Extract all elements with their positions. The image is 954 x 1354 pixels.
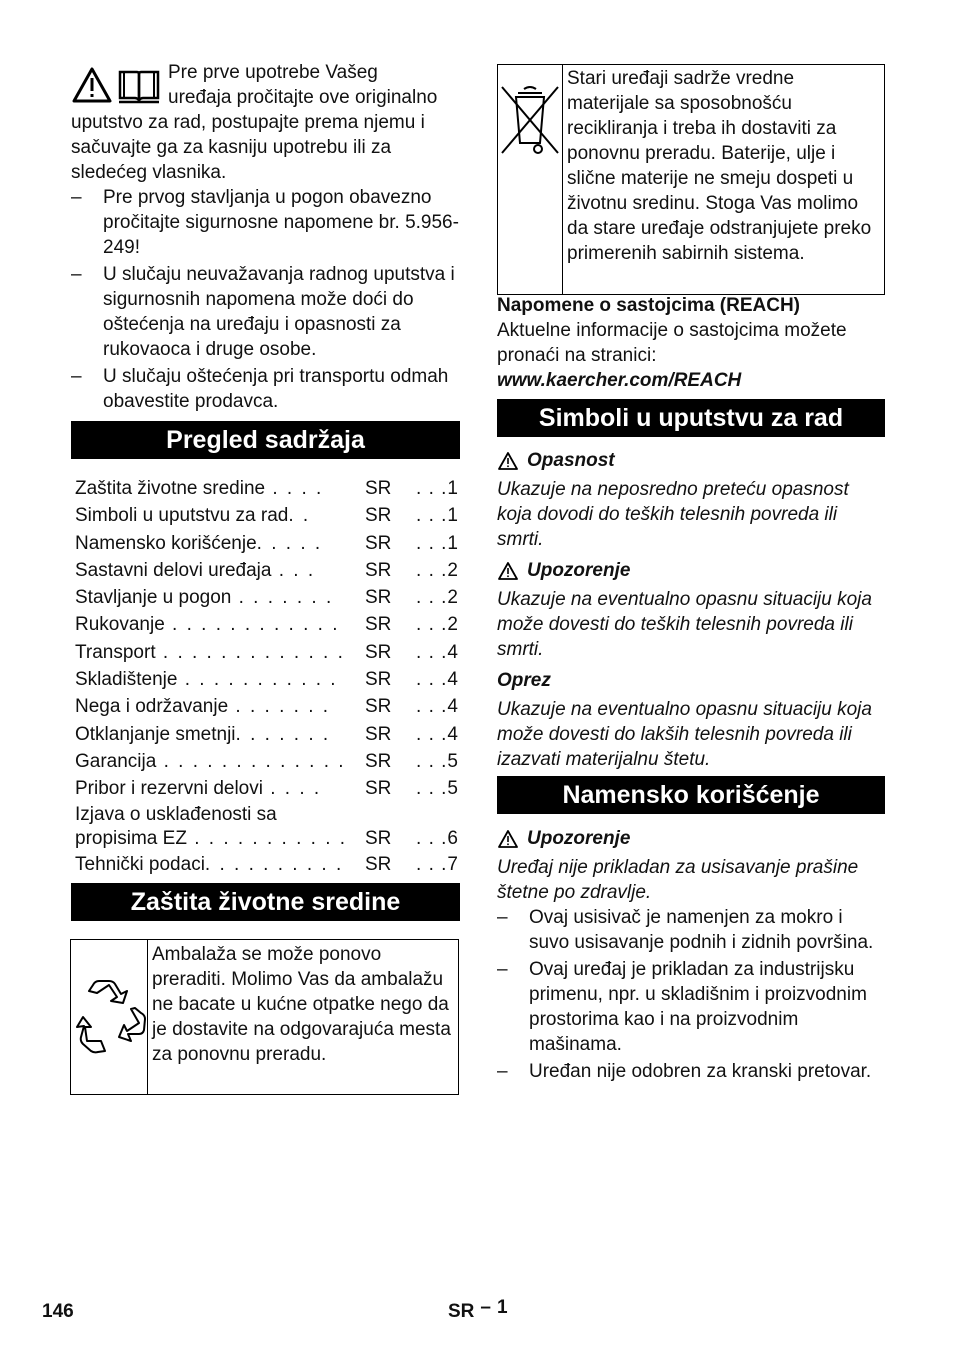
environment-heading: Zaštita životne sredine (71, 883, 460, 921)
toc-row[interactable]: Zaštita životne sredine . . . . SR . . .1 (75, 478, 459, 499)
intro-line-2: uređaja pročitajte ove originalno (168, 87, 438, 108)
caution-text: Ukazuje na eventualno opasnu situaciju koja može dovesti do lakših telesnih povreda ili izazvati materijalnu štetu. (497, 699, 872, 770)
toc-row[interactable]: Rukovanje . . . . . . . . . . . . SR . . .2 (75, 614, 459, 636)
footer-sep: – (480, 1297, 491, 1318)
recycle-icon (71, 979, 147, 1055)
toc-row[interactable]: Nega i održavanje . . . . . . . SR . . .4 (75, 696, 459, 718)
warning-triangle-icon (497, 829, 519, 849)
toc-row[interactable]: Simboli u uputstvu za rad. . SR . . .1 (75, 505, 459, 527)
toc-row-multiline[interactable]: Izjava o usklađenosti sa propisima EZ . . . . . . . . . . . SR . . .6 (75, 803, 459, 849)
intended-bullet: – Uređan nije odobren za kranski pretovar. (497, 1059, 885, 1084)
symbols-section (497, 448, 885, 772)
weee-cell (498, 65, 563, 294)
footer-lang: SR (448, 1301, 475, 1322)
toc-row[interactable]: Stavljanje u pogon . . . . . . . SR . . .2 (75, 587, 459, 609)
toc-list (75, 475, 459, 878)
toc-row[interactable]: Namensko korišćenje. . . . . SR . . .1 (75, 532, 459, 554)
intro-bullet: – U slučaju oštećenja pri transportu odmah obavestite prodavca. (71, 364, 461, 414)
recycle-cell (71, 940, 148, 1094)
intended-warning-text: Uređaj nije prikladan za usisavanje prašine štetne po zdravlje. (497, 857, 859, 903)
toc-row[interactable]: Sastavni delovi uređaja . . . SR . . .2 (75, 559, 459, 581)
warning-label: Upozorenje (497, 558, 885, 583)
environment-text: Ambalaža se može ponovo preraditi. Molimo Vas da ambalažu ne bacate u kućne otpatke nego da je dostavite na odgovarajuća mesta za ponovnu preradu. (152, 944, 451, 1065)
toc-row[interactable]: Pribor i rezervni delovi . . . . SR . . .5 (75, 778, 459, 800)
intro-line-3: uputstvo za rad, postupajte prema njemu i (71, 112, 425, 133)
disposal-text: Stari uređaji sadrže vredne materijale sa sposobnošću recikliranja i treba ih dostaviti za ponovnu preradu. Baterije, ulje i slične materije ne smeju dospeti u životnu sredinu. Stoga Vas molimo da stare uređaje odstranjujete preko primerenih sabirnih sistema. (567, 68, 872, 264)
intro-bullet: – U slučaju neuvažavanja radnog uputstva i sigurnosnih napomena može doći do oštećenja na uređaju i opasnosti za rukovaoca i druge osobe. (71, 262, 461, 362)
warning-triangle-icon (497, 561, 519, 581)
warning-triangle-icon (497, 451, 519, 471)
intro-line-4: sačuvajte ga za kasniju upotrebu ili za (71, 137, 392, 158)
intro-icons (71, 60, 163, 104)
toc-row[interactable]: Tehnički podaci. . . . . . . . . . SR . . .7 (75, 853, 459, 875)
warning-text: Ukazuje na eventualno opasnu situaciju koja može dovesti do teških telesnih povreda ili smrti. (497, 589, 872, 660)
reach-heading: Napomene o sastojcima (REACH) (497, 295, 801, 316)
toc-row[interactable]: Otklanjanje smetnji. . . . . . . SR . . .4 (75, 723, 459, 745)
footer-section-ref (448, 1299, 508, 1324)
toc-row[interactable]: Skladištenje . . . . . . . . . . . SR . . .4 (75, 669, 459, 691)
manual-book-icon (117, 68, 161, 104)
intended-bullet: – Ovaj uređaj je prikladan za industrijsku primenu, npr. u skladišnim i proizvodnim prostorima kao i na proizvodnim mašinama. (497, 957, 885, 1057)
disposal-box (497, 64, 885, 295)
intro-first-line: Pre prve upotrebe Vašeg (168, 62, 378, 83)
warning-triangle-icon (71, 66, 113, 104)
intended-warning-label: Upozorenje (497, 826, 885, 851)
reach-text: Aktuelne informacije o sastojcima možete pronaći na stranici: (497, 320, 847, 366)
intro-section (71, 60, 461, 414)
toc-heading: Pregled sadržaja (71, 421, 460, 459)
symbols-heading: Simboli u uputstvu za rad (497, 399, 885, 437)
reach-url-link[interactable]: www.kaercher.com/REACH (497, 370, 742, 391)
reach-section (497, 293, 885, 393)
intended-bullet: – Ovaj usisivač je namenjen za mokro i suvo usisavanje podnih i zidnih površina. (497, 905, 885, 955)
footer-section-page: 1 (496, 1297, 508, 1318)
intended-use-section (497, 826, 885, 1084)
danger-text: Ukazuje na neposredno preteću opasnost koja dovodi do teških telesnih povreda ili smrti. (497, 479, 849, 550)
toc-row[interactable]: Transport . . . . . . . . . . . . . SR . . .4 (75, 641, 459, 663)
caution-label: Oprez (497, 670, 551, 691)
intro-line-5: sledećeg vlasnika. (71, 162, 227, 183)
page-number: 146 (42, 1301, 74, 1322)
environment-box (70, 939, 459, 1095)
intro-bullet: – Pre prvog stavljanja u pogon obavezno pročitajte sigurnosne napomene br. 5.956-249! (71, 185, 461, 260)
crossed-bin-icon (498, 79, 562, 157)
intended-use-heading: Namensko korišćenje (497, 776, 885, 814)
danger-label: Opasnost (497, 448, 885, 473)
toc-row[interactable]: Garancija . . . . . . . . . . . . . SR . . .5 (75, 750, 459, 772)
